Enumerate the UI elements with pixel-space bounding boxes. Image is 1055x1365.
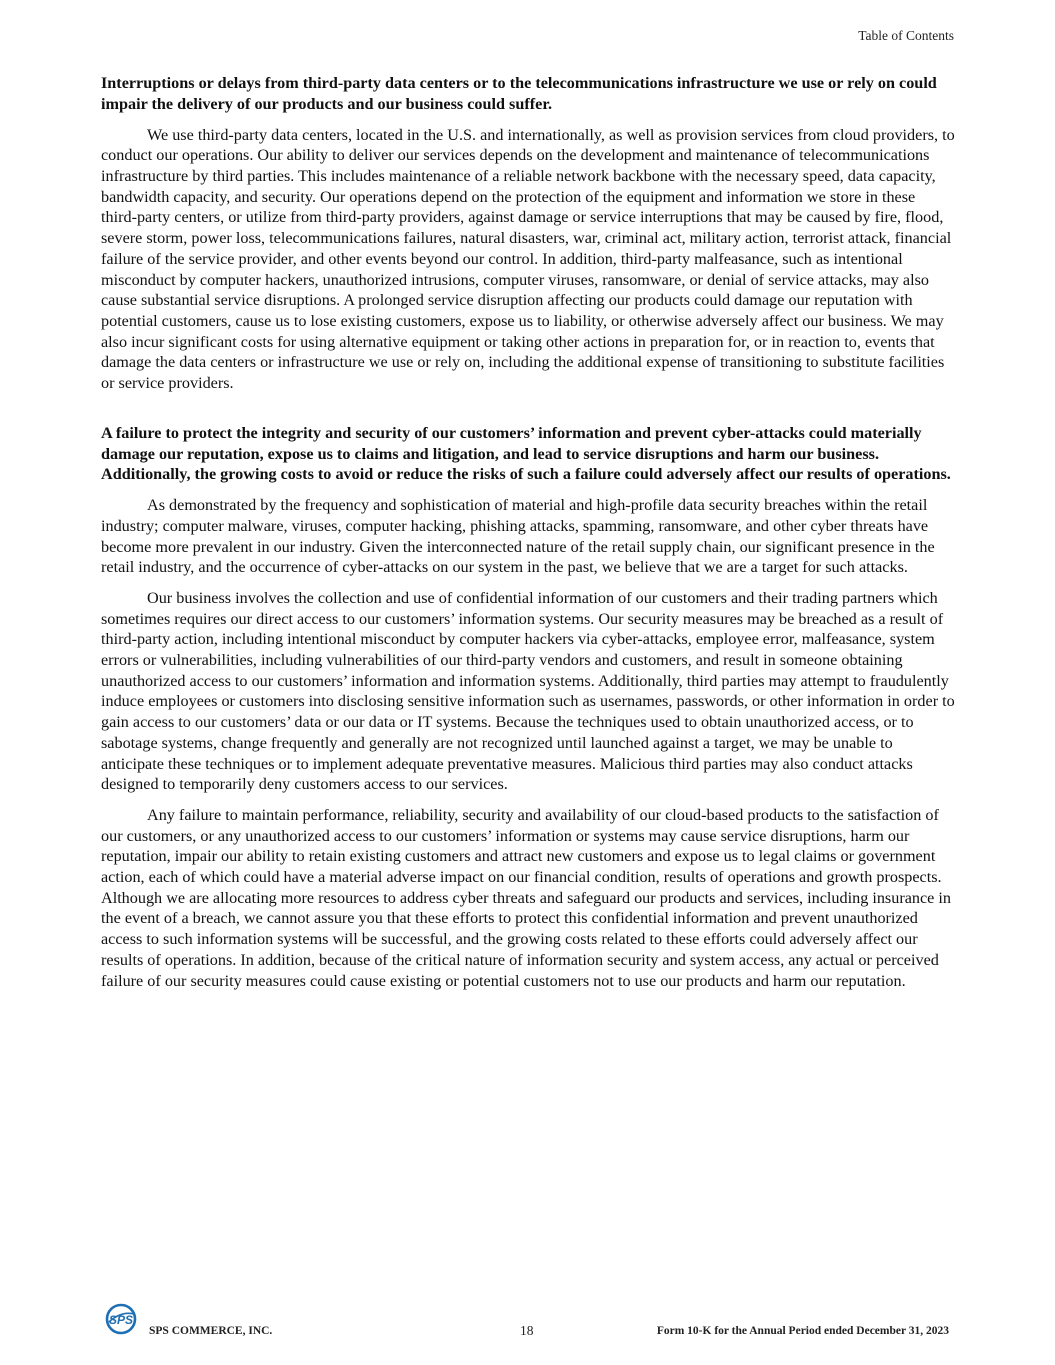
- section-heading: Interruptions or delays from third-party data centers or to the telecommunications infrastructure we use or rely on could impair the delivery of our products and our business could suffer.: [101, 74, 937, 113]
- body-paragraph: We use third-party data centers, located in the U.S. and internationally, as well as provision services from cloud providers, to conduct our operations. Our ability to deliver our services depends on the development and maintenance of telecommunications infrastructure by third parties. This includes maintenance of a reliable network backbone with the necessary speed, data capacity, bandwidth capacity, and security. Our operations depend on the protection of the equipment and information we store in these third-party centers, or utilize from third-party providers, against damage or service interruptions that may be caused by fire, flood, severe storm, power loss, telecommunications failures, natural disasters, war, criminal act, military action, terrorist attack, financial failure of the service provider, and other events beyond our control. In addition, third-party malfeasance, such as intentional misconduct by computer hackers, unauthorized intrusions, computer viruses, ransomware, or denial of service attacks, may also cause substantial service disruptions. A prolonged service disruption affecting our products could damage our reputation with potential customers, cause us to lose existing customers, expose us to liability, or otherwise adversely affect our business. We may also incur significant costs for using alternative equipment or taking other actions in preparation for, or in reaction to, events that damage the data centers or infrastructure we use or rely on, including the additional expense of transitioning to substitute facilities or service providers.: [101, 125, 955, 393]
- company-name: SPS COMMERCE, INC.: [149, 1325, 273, 1337]
- risk-section-data-centers: [101, 73, 955, 394]
- form-period-label: Form 10-K for the Annual Period ended December 31, 2023: [656, 1325, 949, 1337]
- document-body: [101, 73, 955, 1001]
- body-paragraph: Any failure to maintain performance, reliability, security and availability of our cloud-based products to the satisfaction of our customers, or any unauthorized access to our customers’ information or systems may cause service disruptions, harm our reputation, impair our ability to retain existing customers and attract new customers and expose us to legal claims or government action, each of which could have a material adverse impact on our financial condition, results of operations and growth prospects. Although we are allocating more resources to address cyber threats and safeguard our products and services, including insurance in the event of a breach, we cannot assure you that these efforts to protect this confidential information and prevent unauthorized access to such information systems will be successful, and the growing costs related to these efforts could adversely affect our results of operations. In addition, because of the critical nature of information security and system access, any actual or perceived failure of our security measures could cause existing or potential customers not to use our products and harm our reputation.: [101, 805, 952, 990]
- risk-section-cyber-security: [101, 423, 955, 992]
- svg-text:SPS: SPS: [108, 1313, 134, 1327]
- page-footer: [0, 1300, 1055, 1350]
- page-number: 18: [520, 1323, 534, 1338]
- body-paragraph: Our business involves the collection and use of confidential information of our customers and their trading partners which sometimes requires our direct access to our customers’ information systems. Our security measures may be breached as a result of third-party action, including intentional misconduct by computer hackers via cyber-attacks, employee error, malfeasance, system errors or vulnerabilities, including vulnerabilities of our third-party vendors and customers, and result in someone obtaining unauthorized access to our customers’ information and information systems. Additionally, third parties may attempt to fraudulently induce employees or customers into disclosing sensitive information such as usernames, passwords, or other information in order to gain access to our customers’ data or our data or IT systems. Because the techniques used to obtain unauthorized access, or to sabotage systems, change frequently and generally are not recognized until launched against a target, we may be unable to anticipate these techniques or to implement adequate preventative measures. Malicious third parties may also conduct attacks designed to temporarily deny customers access to our services.: [101, 588, 955, 794]
- section-spacer: [101, 404, 955, 423]
- table-of-contents-link[interactable]: Table of Contents: [858, 28, 954, 43]
- body-paragraph: As demonstrated by the frequency and sophistication of material and high-profile data security breaches within the retail industry; computer malware, viruses, computer hacking, phishing attacks, spamming, ransomware, and other cyber threats have become more prevalent in our industry. Given the interconnected nature of the retail supply chain, our significant presence in the retail industry, and the occurrence of cyber-attacks on our system in the past, we believe that we are a target for such attacks.: [101, 496, 935, 577]
- sps-logo-icon: [104, 1302, 140, 1336]
- section-heading: A failure to protect the integrity and security of our customers’ information and prevent cyber-attacks could materially damage our reputation, expose us to claims and litigation, and lead to service disruptions and harm our business. Additionally, the growing costs to avoid or reduce the risks of such a failure could adversely affect our results of operations.: [101, 423, 951, 484]
